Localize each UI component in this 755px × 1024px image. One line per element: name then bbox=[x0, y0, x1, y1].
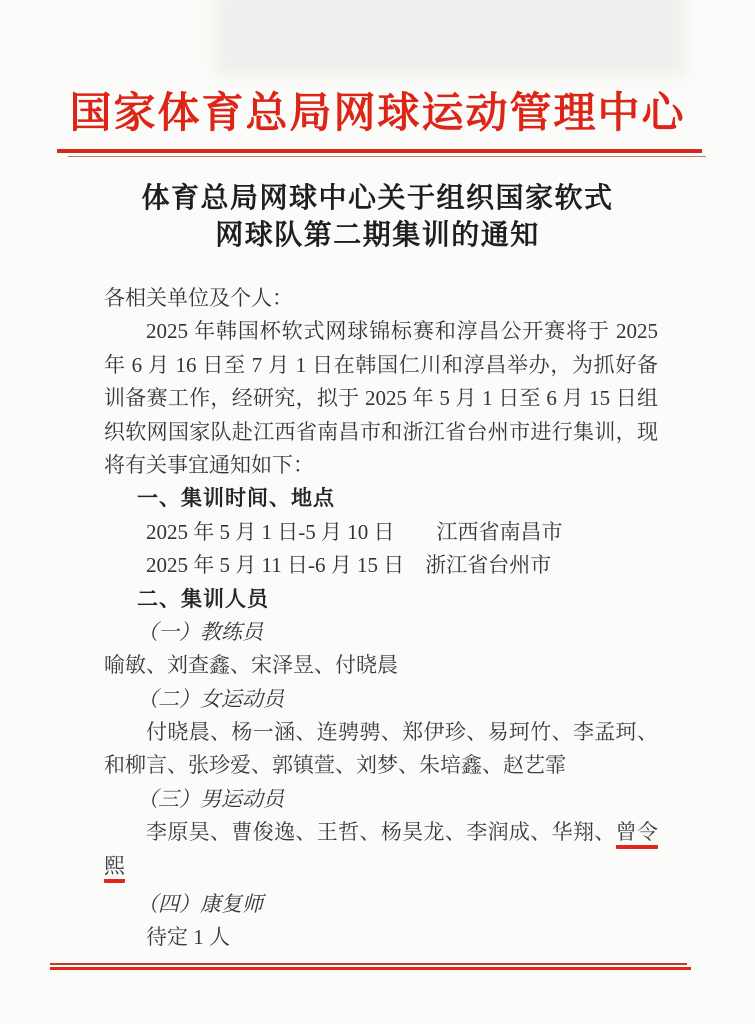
salutation-line: 各相关单位及个人： bbox=[104, 286, 293, 310]
paragraph-line: 训备赛工作，经研究，拟于 2025 年 5 月 1 日至 6 月 15 日组 bbox=[104, 386, 658, 411]
footer-rule bbox=[50, 967, 691, 970]
subsection-coaches-heading: （一）教练员 bbox=[137, 619, 263, 644]
footer-rule-shadow bbox=[50, 963, 687, 965]
paragraph-line: 2025 年韩国杯软式网球锦标赛和淳昌公开赛将于 2025 bbox=[146, 319, 658, 344]
male-athletes-names-line-1 bbox=[104, 816, 658, 849]
male-athletes-names-line-2 bbox=[104, 850, 658, 883]
red-underlined-name-part-1: 曾令 bbox=[616, 820, 658, 849]
coaches-names: 喻敏、刘查鑫、宋泽昱、付晓晨 bbox=[104, 653, 398, 678]
subsection-female-athletes-heading: （二）女运动员 bbox=[137, 686, 284, 711]
document-title-line-1: 体育总局网球中心关于组织国家软式 bbox=[141, 183, 614, 214]
header-rule bbox=[57, 149, 702, 153]
paragraph-line: 年 6 月 16 日至 7 月 1 日在韩国仁川和淳昌举办，为抓好备 bbox=[104, 352, 658, 377]
scan-shading bbox=[215, 0, 685, 75]
red-underlined-name-part-2: 熙 bbox=[104, 854, 125, 883]
paragraph-line: 织软网国家队赴江西省南昌市和浙江省台州市进行集训，现 bbox=[104, 419, 658, 444]
paragraph-line: 将有关事宜通知如下： bbox=[104, 452, 314, 477]
schedule-row-1: 2025 年 5 月 1 日-5 月 10 日 江西省南昌市 bbox=[146, 519, 563, 544]
female-athletes-names-line-2: 和柳言、张珍爱、郭镇萱、刘梦、朱培鑫、赵艺霏 bbox=[104, 753, 566, 778]
subsection-rehab-heading: （四）康复师 bbox=[137, 892, 263, 917]
section-1-heading: 一、集训时间、地点 bbox=[137, 487, 335, 511]
document-body bbox=[104, 282, 658, 955]
male-athletes-names: 李原昊、曹俊逸、王哲、杨昊龙、李润成、华翔、 bbox=[146, 820, 616, 845]
rehab-staff-line: 待定 1 人 bbox=[146, 925, 230, 950]
female-athletes-names-line-1: 付晓晨、杨一涵、连骋骋、郑伊珍、易珂竹、李孟珂、 bbox=[146, 720, 658, 745]
section-2-heading: 二、集训人员 bbox=[137, 587, 269, 611]
header-rule-shadow bbox=[68, 156, 706, 157]
schedule-row-2: 2025 年 5 月 11 日-6 月 15 日 浙江省台州市 bbox=[146, 553, 552, 578]
document-title bbox=[0, 180, 755, 254]
subsection-male-athletes-heading: （三）男运动员 bbox=[137, 786, 284, 811]
document-title-line-2: 网球队第二期集训的通知 bbox=[215, 220, 540, 251]
agency-header: 国家体育总局网球运动管理中心 bbox=[69, 91, 686, 137]
